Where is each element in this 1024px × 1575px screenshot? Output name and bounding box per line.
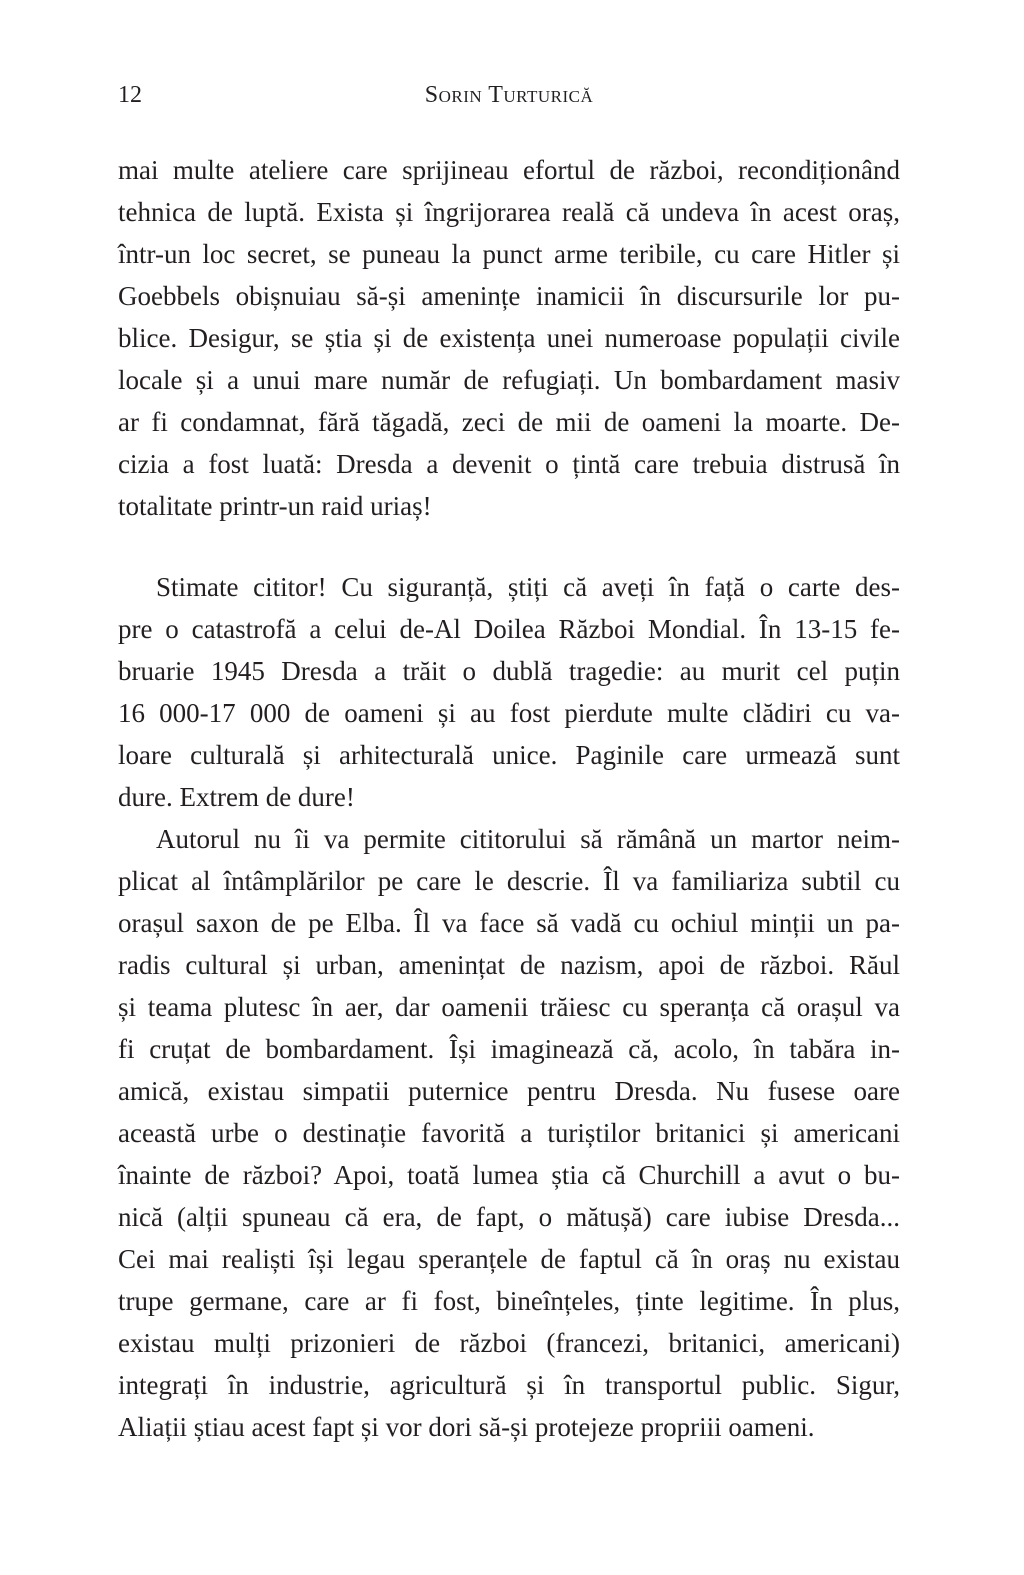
text-line: Aliații știau acest fapt și vor dori să-și protejeze propriii oameni. (118, 1412, 815, 1442)
text-line: tehnica de luptă. Exista și îngrijorarea reală că undeva în acest oraș, (118, 197, 900, 227)
text-line: existau mulți prizonieri de război (francezi, britanici, americani) (118, 1328, 900, 1358)
text-line: trupe germane, care ar fi fost, bineînțeles, ținte legitime. În plus, (118, 1286, 900, 1316)
paragraph-3 (118, 818, 900, 1448)
paragraph-2 (118, 566, 900, 818)
text-line: această urbe o destinație favorită a turiștilor britanici și americani (118, 1118, 900, 1148)
paragraph-1 (118, 149, 900, 527)
text-line: nică (alții spuneau că era, de fapt, o mătușă) care iubise Dresda... (118, 1202, 900, 1232)
page-number: 12 (118, 82, 142, 108)
text-line: amică, existau simpatii puternice pentru Dresda. Nu fusese oare (118, 1076, 900, 1106)
text-line: și teama plutesc în aer, dar oamenii trăiesc cu speranța că orașul va (118, 992, 900, 1022)
page-header (118, 82, 900, 118)
text-line: cizia a fost luată: Dresda a devenit o țintă care trebuia distrusă în (118, 449, 900, 479)
running-title: Sorin Turturică (424, 82, 594, 108)
text-line: Cei mai realiști își legau speranțele de faptul că în oraș nu existau (118, 1244, 900, 1274)
text-line: totalitate printr-un raid uriaș! (118, 491, 432, 521)
text-line: dure. Extrem de dure! (118, 782, 355, 812)
text-line: locale și a unui mare număr de refugiați. Un bombardament masiv (118, 365, 900, 395)
text-line: loare culturală și arhitecturală unice. Paginile care urmează sunt (118, 740, 900, 770)
text-line: Stimate cititor! Cu siguranță, știți că aveți în față o carte des- (156, 572, 900, 602)
text-line: pre o catastrofă a celui de-Al Doilea Război Mondial. În 13-15 fe- (118, 614, 900, 644)
text-line: plicat al întâmplărilor pe care le descrie. Îl va familiariza subtil cu (118, 866, 900, 896)
text-line: integrați în industrie, agricultură și în transportul public. Sigur, (118, 1370, 900, 1400)
text-line: 16 000-17 000 de oameni și au fost pierdute multe clădiri cu va- (118, 698, 900, 728)
text-line: Goebbels obișnuiau să-și amenințe inamicii în discursurile lor pu- (118, 281, 900, 311)
text-line: blice. Desigur, se știa și de existența unei numeroase populații civile (118, 323, 900, 353)
text-line: într-un loc secret, se puneau la punct arme teribile, cu care Hitler și (118, 239, 900, 269)
text-line: orașul saxon de pe Elba. Îl va face să vadă cu ochiul minții un pa- (118, 908, 900, 938)
text-line: ar fi condamnat, fără tăgadă, zeci de mii de oameni la moarte. De- (118, 407, 900, 437)
text-line: mai multe ateliere care sprijineau efortul de război, recondiționând (118, 155, 900, 185)
text-line: fi cruțat de bombardament. Își imaginează că, acolo, în tabăra in- (118, 1034, 900, 1064)
text-line: Autorul nu îi va permite cititorului să rămână un martor neim- (156, 824, 900, 854)
text-line: înainte de război? Apoi, toată lumea știa că Churchill a avut o bu- (118, 1160, 900, 1190)
text-line: radis cultural și urban, amenințat de nazism, apoi de război. Răul (118, 950, 900, 980)
text-line: bruarie 1945 Dresda a trăit o dublă tragedie: au murit cel puțin (118, 656, 900, 686)
